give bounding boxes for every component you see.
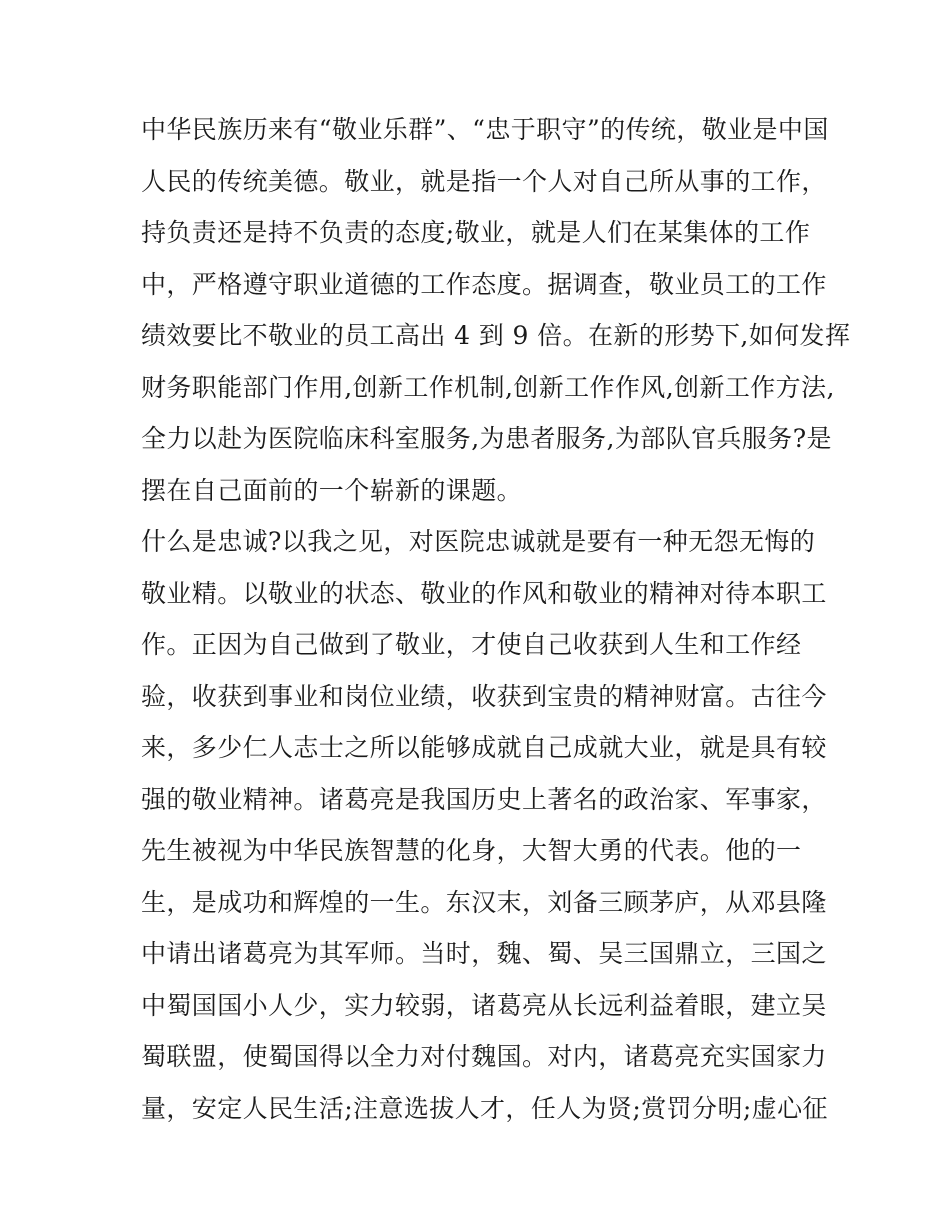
text-line: 财务职能部门作用,创新工作机制,创新工作作风,创新工作方法, (141, 372, 835, 402)
document-body (141, 104, 851, 1134)
text-line: 验，收获到事业和岗位业绩，收获到宝贵的精神财富。古往今 (141, 681, 827, 711)
text-line: 摆在自己面前的一个崭新的课题。 (141, 475, 523, 505)
text-line: 先生被视为中华民族智慧的化身，大智大勇的代表。他的一 (141, 836, 802, 865)
text-line: 绩效要比不敬业的员工高出 4 到 9 倍。在新的形势下,如何发挥 (141, 321, 851, 350)
text-line: 蜀联盟，使蜀国得以全力对付魏国。对内，诸葛亮充实国家力 (141, 1042, 827, 1071)
text-line: 生，是成功和辉煌的一生。东汉末，刘备三顾茅庐，从邓县隆 (141, 887, 827, 917)
text-line: 强的敬业精神。诸葛亮是我国历史上著名的政治家、军事家， (141, 784, 827, 814)
text-line: 中蜀国国小人少，实力较弱，诸葛亮从长远利益着眼，建立吴 (141, 990, 827, 1020)
text-line: 中，严格遵守职业道德的工作态度。据调查，敬业员工的工作 (141, 269, 827, 299)
text-line: 人民的传统美德。敬业，就是指一个人对自己所从事的工作， (141, 166, 827, 196)
text-line: 中请出诸葛亮为其军师。当时，魏、蜀、吴三国鼎立，三国之 (141, 939, 827, 968)
text-line: 全力以赴为医院临床科室服务,为患者服务,为部队官兵服务?是 (141, 424, 832, 453)
text-line: 敬业精。以敬业的状态、敬业的作风和敬业的精神对待本职工 (141, 578, 827, 608)
text-line: 持负责还是持不负责的态度;敬业，就是人们在某集体的工作 (141, 218, 811, 247)
text-line: 作。正因为自己做到了敬业，才使自己收获到人生和工作经 (141, 630, 802, 659)
text-line: 量，安定人民生活;注意选拔人才，任人为贤;赏罚分明;虚心征 (141, 1093, 828, 1123)
text-line: 来，多少仁人志士之所以能够成就自己成就大业，就是具有较 (141, 733, 827, 762)
text-line: 什么是忠诚?以我之见，对医院忠诚就是要有一种无怨无悔的 (141, 527, 816, 556)
text-line: 中华民族历来有“敬业乐群”、“忠于职守”的传统，敬业是中国 (141, 115, 829, 144)
